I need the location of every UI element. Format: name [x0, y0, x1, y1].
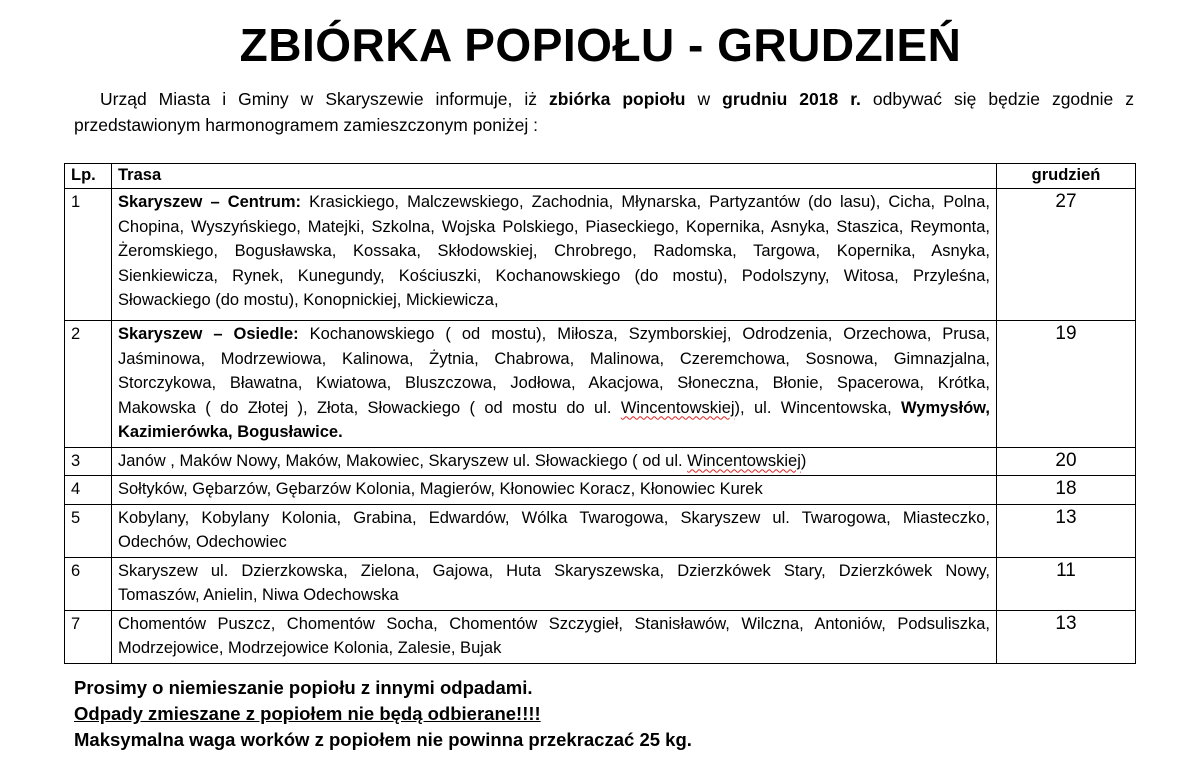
collection-day: 11 — [997, 557, 1136, 610]
page-title: ZBIÓRKA POPIOŁU - GRUDZIEŃ — [239, 19, 962, 71]
table-row — [65, 189, 1136, 321]
collection-day: 19 — [997, 321, 1136, 448]
intro-text: odbywać się będzie zgodnie z przedstawionym harmonogramem zamieszczonym poniżej : — [74, 89, 1134, 135]
collection-day: 13 — [997, 504, 1136, 557]
route-text: Janów , Maków Nowy, Maków, Makowiec, Skaryszew ul. Słowackiego ( od ul. — [118, 451, 688, 470]
route-cell: Sołtyków, Gębarzów, Gębarzów Kolonia, Magierów, Kłonowiec Koracz, Kłonowiec Kurek — [112, 476, 997, 505]
header-route: Trasa — [112, 164, 997, 189]
route-cell — [112, 321, 997, 448]
route-text: Kochanowskiego ( od mostu), Miłosza, Szymborskiej, Odrodzenia, Orzechowa, Prusa, Jaśminowa, Modrzewiowa, Kalinowa, Żytnia, Chabrowa, Malinowa, Czeremchowa, Sosnowa, Gimnazjalna, Storczykowa, Bławatna, Kwiatowa, Bluszczowa, Jodłowa, Akacjowa, Słoneczna, Błonie, Spacerowa, Krótka, Makowska ( do Złotej ), Złota, Słowackiego ( od mostu do ul. — [118, 325, 990, 417]
route-text: ), ul. Wincentowska, — [734, 398, 902, 417]
collection-day: 13 — [997, 610, 1136, 663]
table-row — [65, 476, 1136, 505]
intro-text: Urząd Miasta i Gminy w Skaryszewie informuje, iż — [100, 89, 550, 109]
header-month: grudzień — [997, 164, 1136, 189]
route-cell: Skaryszew ul. Dzierzkowska, Zielona, Gajowa, Huta Skaryszewska, Dzierzkówek Stary, Dzierzkówek Nowy, Tomaszów, Anielin, Niwa Odechowska — [112, 557, 997, 610]
route-heading: Skaryszew – Centrum: — [118, 193, 302, 211]
row-number: 7 — [65, 610, 112, 663]
route-villages-bold: Wymysłów, Kazimierówka, Bogusławice. — [118, 398, 990, 441]
route-cell: Chomentów Puszcz, Chomentów Socha, Chomentów Szczygieł, Stanisławów, Wilczna, Antoniów, Podsuliszka, Modrzejowice, Modrzejowice Kolonia, Zalesie, Bujak — [112, 610, 997, 663]
table-header-row — [65, 164, 1136, 189]
route-cell: Kobylany, Kobylany Kolonia, Grabina, Edwardów, Wólka Twarogowa, Skaryszew ul. Twarogowa, Miasteczko, Odechów, Odechowiec — [112, 504, 997, 557]
footer-notes — [74, 675, 692, 753]
row-number: 4 — [65, 476, 112, 505]
table-row — [65, 321, 1136, 448]
collection-day: 20 — [997, 447, 1136, 476]
row-number: 6 — [65, 557, 112, 610]
collection-day: 18 — [997, 476, 1136, 505]
table-row — [65, 504, 1136, 557]
intro-bold-date: grudniu 2018 r. — [722, 89, 861, 109]
header-lp: Lp. — [65, 164, 112, 189]
route-text-underlined: Wincentowskiej — [687, 451, 801, 470]
table-row — [65, 447, 1136, 476]
row-number: 3 — [65, 447, 112, 476]
collection-day: 27 — [997, 189, 1136, 321]
row-number: 1 — [65, 189, 112, 321]
route-text-underlined: Wincentowskiej — [620, 398, 735, 417]
intro-bold-collection: zbiórka popiołu — [549, 89, 686, 109]
route-text: Krasickiego, Malczewskiego, Zachodnia, Młynarska, Partyzantów (do lasu), Cicha, Polna, Chopina, Wyszyńskiego, Matejki, Szkolna, Wojska Polskiego, Piaseckiego, Kopernika, Asnyka, Staszica, Reymonta, Żeromskiego, Bogusławska, Kossaka, Skłodowskiej, Chrobrego, Radomska, Targowa, Kopernika, Asnyka, Sienkiewicza, Rynek, Kunegundy, Kościuszki, Kochanowskiego (do mostu), Podolszyny, Witosa, Przyleśna, Słowackiego (do mostu), Konopnickiej, Mickiewicza, — [118, 193, 990, 309]
footer-note-warning: Odpady zmieszane z popiołem nie będą odbierane!!!! — [74, 703, 541, 724]
intro-paragraph — [74, 86, 1134, 138]
footer-note-no-mixing: Prosimy o niemieszanie popiołu z innymi odpadami. — [74, 677, 533, 698]
intro-text: w — [685, 89, 723, 109]
table-row — [65, 557, 1136, 610]
row-number: 2 — [65, 321, 112, 448]
row-number: 5 — [65, 504, 112, 557]
route-cell — [112, 189, 997, 321]
route-cell — [112, 447, 997, 476]
route-heading: Skaryszew – Osiedle: — [118, 325, 299, 343]
route-text: ) — [800, 451, 807, 470]
footer-note-max-weight: Maksymalna waga worków z popiołem nie powinna przekraczać 25 kg. — [74, 729, 692, 750]
table-row — [65, 610, 1136, 663]
schedule-table — [64, 163, 1136, 664]
